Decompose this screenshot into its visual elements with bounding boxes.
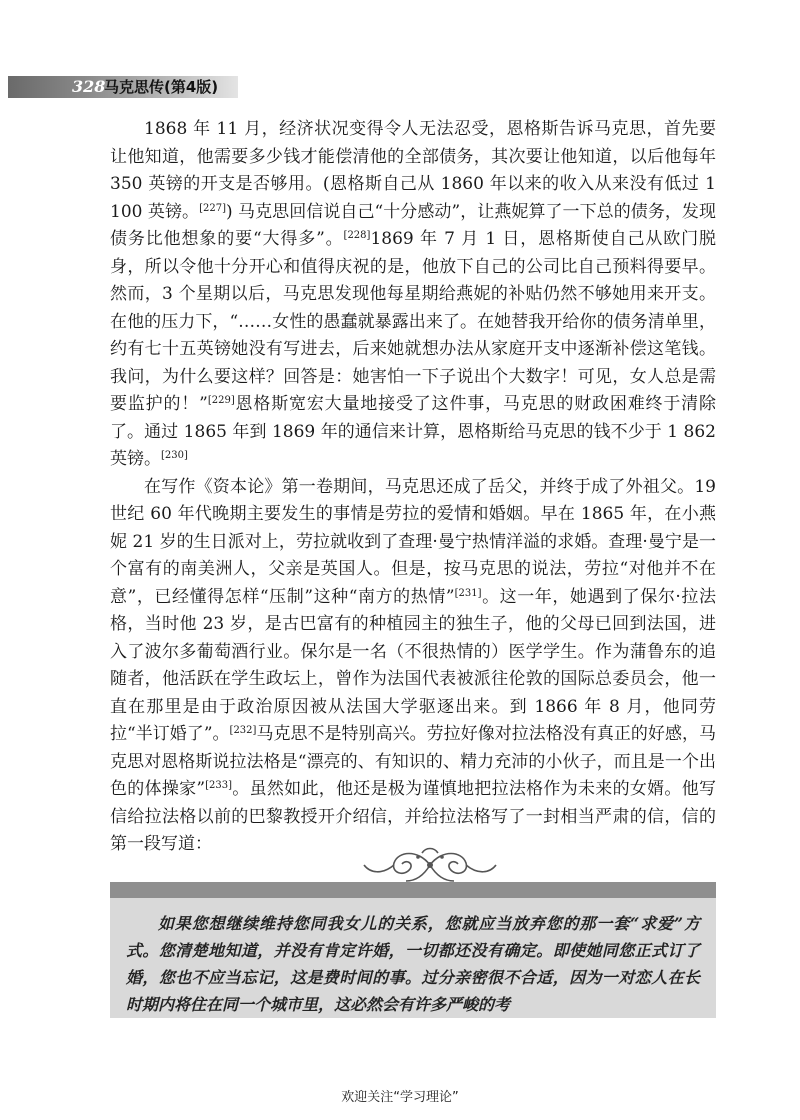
paragraph bbox=[110, 116, 716, 474]
quote-box bbox=[110, 882, 716, 1018]
citation-marker: [227] bbox=[199, 202, 226, 214]
citation-marker: [233] bbox=[205, 780, 233, 791]
text-run: 马克思不是特别高兴。劳拉好像对拉法格没有真正的好感，马克思对恩格斯说拉法格是“漂亮的、有知识的、精力充沛的小伙子，而且是一个出色的体操家” bbox=[110, 724, 716, 799]
ornament-flourish-icon bbox=[360, 843, 500, 885]
text-run: 1869 年 7 月 1 日，恩格斯使自己从欧门脱身，所以令他十分开心和值得庆祝的是，他放下自己的公司比自己预料得要早。然而，3 个星期以后，马克思发现他每星期给燕妮的补贴仍然不够她用来开支。在他的压力下，“……女性的愚蠢就暴露出来了。在她替我开给你的债务清单里，约有七十五英镑她没有写进去，后来她就想办法从家庭开支中逐渐补偿这笔钱。我问，为什么要这样？回答是：她害怕一下子说出个大数字！可见，女人总是需要监护的！” bbox=[110, 229, 716, 414]
text-run: 在写作《资本论》第一卷期间，马克思还成了岳父，并终于成了外祖父。19 世纪 60 年代晚期主要发生的事情是劳拉的爱情和婚姻。早在 1865 年，在小燕妮 21 岁的生日派对上，劳拉就收到了查理·曼宁热情洋溢的求婚。查理·曼宁是一个富有的南美洲人，父亲是英国人。但是，按马克思的说法，劳拉“对他并不在意”，已经懂得怎样“压制”这种“南方的热情” bbox=[110, 476, 716, 607]
text-run: 。这一年，她遇到了保尔·拉法格，当时他 23 岁，是古巴富有的种植园主的独生子，他的父母已回到法国，进入了波尔多葡萄酒行业。保尔是一名（不很热情的）医学学生。作为蒲鲁东的追随者，他活跃在学生政坛上，曾作为法国代表被派往伦敦的国际总委员会，他一直在那里是由于政治原因被从法国大学驱逐出来。到 1866 年 8 月，他同劳拉“半订婚了”。 bbox=[110, 586, 716, 744]
citation-marker: [229] bbox=[207, 395, 235, 406]
citation-marker: [231] bbox=[454, 587, 482, 599]
quote-text: 如果您想继续维持您同我女儿的关系，您就应当放弃您的那一套“求爱”方式。您清楚地知道，并没有肯定许婚，一切都还没有确定。即使她同您正式订了婚，您也不应当忘记，这是费时间的事。过分亲密很不合适，因为一对恋人在长时期内将住在同一个城市里，这必然会有许多严峻的考 bbox=[126, 914, 700, 1014]
text-run: 。虽然如此，他还是极为谨慎地把拉法格作为未来的女婿。他写信给拉法格以前的巴黎教授开介绍信，并给拉法格写了一封相当严肃的信，信的第一段写道： bbox=[110, 779, 716, 854]
book-title: 马克思传(第4版) bbox=[104, 78, 219, 96]
body-text bbox=[110, 116, 716, 859]
text-run: 恩格斯宽宏大量地接受了这件事，马克思的财政困难终于清除了。通过 1865 年到 1869 年的通信来计算，恩格斯给马克思的钱不少于 1 862 英镑。 bbox=[110, 394, 716, 469]
citation-marker: [230] bbox=[161, 450, 188, 461]
page-number: 328 bbox=[72, 77, 106, 96]
paragraph bbox=[110, 474, 716, 859]
citation-marker: [232] bbox=[229, 725, 257, 736]
citation-marker: [228] bbox=[343, 230, 371, 241]
text-run: 1868 年 11 月，经济状况变得令人无法忍受，恩格斯告诉马克思，首先要让他知道，他需要多少钱才能偿清他的全部债务，其次要让他知道，以后他每年 350 英镑的开支是否够用。(恩格斯自己从 1860 年以来的收入从来没有低过 1 100 英镑。 bbox=[110, 119, 716, 222]
text-run: ) 马克思回信说自己“十分感动”，让燕妮算了一下总的债务，发现债务比他想象的要“大得多”。 bbox=[110, 201, 716, 249]
footer-note: 欢迎关注“学习理论” bbox=[341, 1090, 459, 1105]
